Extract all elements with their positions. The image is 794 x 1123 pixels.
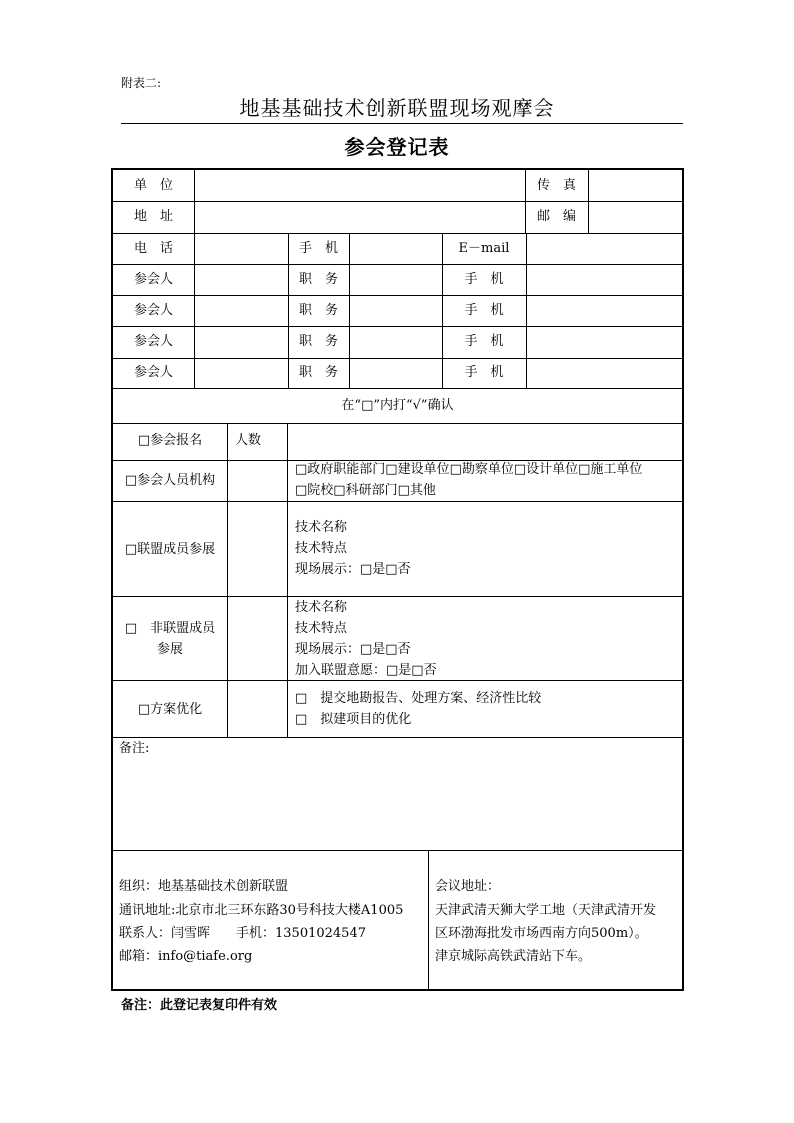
position-label: 职 务 — [298, 303, 338, 318]
tech-name-label: 技术名称 — [295, 600, 348, 615]
headcount-field[interactable] — [288, 424, 681, 459]
org-type-options[interactable]: □政府职能部门□建设单位□勘察单位□设计单位□施工单位 — [295, 462, 643, 477]
row-divider — [113, 501, 682, 502]
row-divider — [113, 326, 682, 327]
tech-feature-label: 技术特点 — [295, 541, 348, 556]
fax-label: 传 真 — [536, 178, 576, 193]
attendee-label: 参会人 — [133, 365, 173, 380]
footer-note: 备注：此登记表复印件有效 — [121, 998, 278, 1013]
organizer-contact: 联系人：闫雪晖 手机：13501024547 — [119, 926, 366, 941]
row-divider — [113, 737, 682, 738]
form-title: 参会登记表 — [344, 135, 450, 159]
position-label: 职 务 — [298, 365, 338, 380]
row-divider — [113, 358, 682, 359]
plan-option[interactable]: □ 拟建项目的优化 — [295, 712, 412, 727]
join-intent-options[interactable]: 加入联盟意愿：□是□否 — [295, 663, 437, 678]
unit-label: 单 位 — [133, 178, 173, 193]
venue-directions: 津京城际高铁武清站下车。 — [435, 949, 592, 964]
attendee-mobile-label: 手 机 — [464, 365, 504, 380]
position-label: 职 务 — [298, 334, 338, 349]
plan-option[interactable]: □ 提交地勘报告、处理方案、经济性比较 — [295, 691, 542, 706]
col-divider — [428, 850, 429, 989]
instruction-text: 在“□”内打“√”确认 — [341, 398, 454, 413]
nonmember-checkbox-label[interactable]: □ 非联盟成员 — [124, 621, 216, 636]
onsite-demo-options[interactable]: 现场展示：□是□否 — [295, 642, 411, 657]
headcount-label: 人数 — [235, 433, 262, 448]
attendee-label: 参会人 — [133, 334, 173, 349]
org-type-checkbox-label[interactable]: □参会人员机构 — [124, 473, 216, 488]
fax-field[interactable] — [589, 171, 681, 200]
remarks-field[interactable] — [114, 760, 681, 849]
row-divider — [113, 680, 682, 681]
attendee-mobile-label: 手 机 — [464, 303, 504, 318]
plan-checkbox-label[interactable]: □方案优化 — [137, 702, 203, 717]
organizer-address: 通讯地址:北京市北三环东路30号科技大楼A1005 — [119, 903, 404, 918]
organizer-email: 邮箱：info@tiafe.org — [119, 949, 253, 964]
unit-field[interactable] — [195, 171, 524, 200]
organizer-name: 组织：地基基础技术创新联盟 — [119, 879, 289, 894]
event-title: 地基基础技术创新联盟现场观摩会 — [239, 96, 555, 120]
attendee-mobile-label: 手 机 — [464, 334, 504, 349]
register-checkbox-label[interactable]: □参会报名 — [137, 433, 203, 448]
phone-label: 电 话 — [133, 241, 173, 256]
email-label: E－mail — [458, 241, 510, 256]
venue-address-cont: 区环渤海批发市场西南方向500m）。 — [435, 926, 648, 941]
col-divider — [287, 423, 288, 737]
onsite-demo-options[interactable]: 现场展示：□是□否 — [295, 562, 411, 577]
nonmember-label-cont: 参展 — [156, 642, 183, 657]
mobile-label: 手 机 — [298, 241, 338, 256]
registration-form-table — [111, 168, 684, 991]
org-type-options[interactable]: □院校□科研部门□其他 — [295, 483, 436, 498]
attachment-label: 附表二: — [121, 76, 162, 90]
row-divider — [113, 460, 682, 461]
venue-label: 会议地址： — [435, 879, 501, 894]
venue-address: 天津武清天狮大学工地（天津武清开发 — [435, 903, 657, 918]
postcode-field[interactable] — [589, 202, 681, 232]
row-divider — [113, 596, 682, 597]
row-divider — [113, 295, 682, 296]
col-divider — [227, 423, 228, 737]
mobile-field[interactable] — [350, 234, 441, 263]
attendee-mobile-label: 手 机 — [464, 272, 504, 287]
attendee-label: 参会人 — [133, 272, 173, 287]
attendee-label: 参会人 — [133, 303, 173, 318]
phone-field[interactable] — [195, 234, 287, 263]
email-field[interactable] — [527, 234, 681, 263]
tech-feature-label: 技术特点 — [295, 621, 348, 636]
member-checkbox-label[interactable]: □联盟成员参展 — [124, 542, 216, 557]
postcode-label: 邮 编 — [536, 209, 576, 224]
remarks-label: 备注: — [119, 741, 150, 756]
row-divider — [113, 264, 682, 265]
address-label: 地 址 — [133, 209, 173, 224]
tech-name-label: 技术名称 — [295, 520, 348, 535]
row-divider — [113, 850, 682, 851]
title-divider — [121, 123, 683, 124]
position-label: 职 务 — [298, 272, 338, 287]
address-field[interactable] — [195, 202, 524, 232]
row-divider — [113, 388, 682, 389]
